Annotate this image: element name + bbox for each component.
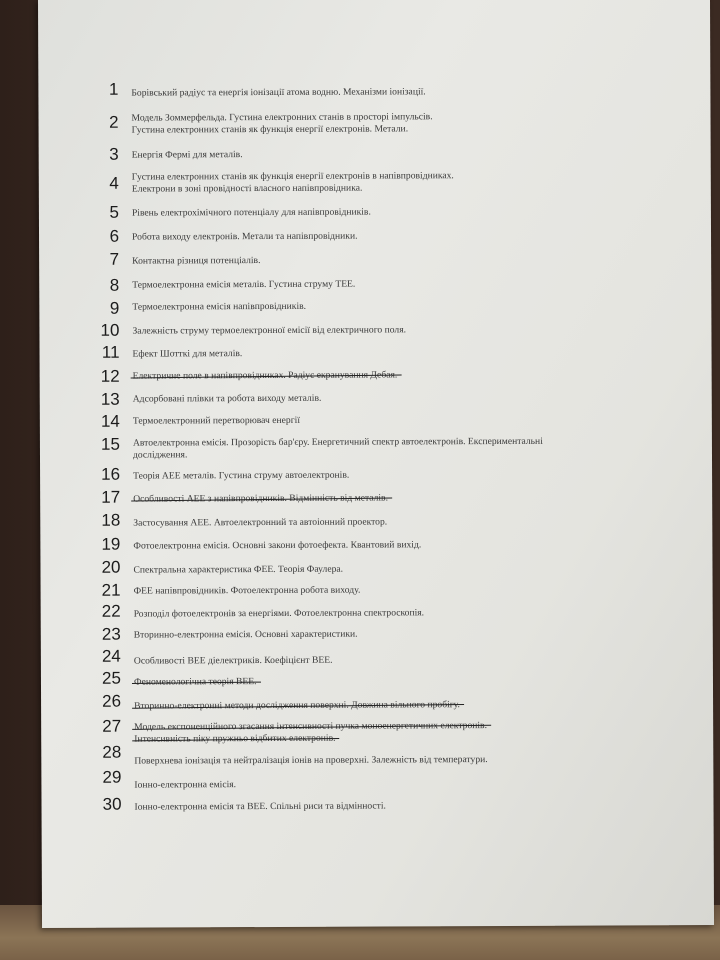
question-number: 6: [109, 226, 120, 246]
question-number: 1: [108, 79, 119, 99]
question-text: [132, 170, 572, 196]
text-line: Борівський радіус та енергія іонізації атома водню. Механізми іонізації.: [131, 86, 426, 99]
text-line: Ефект Шотткі для металів.: [132, 348, 243, 360]
question-text: [131, 111, 571, 137]
text-line: Автоелектронна емісія. Прозорість бар'єру. Енергетичний спектр автоелектронів. Експериментальні: [132, 435, 543, 449]
question-number: 21: [101, 580, 121, 600]
question-text: [131, 86, 571, 100]
question-number: 26: [102, 691, 122, 711]
question-number: 9: [109, 298, 120, 318]
struck-line: Вторинно-електронні методи дослідження поверхні. Довжина вільного пробігу.: [134, 699, 460, 712]
question-text: [133, 516, 573, 530]
text-line: Адсорбовані плівки та робота виходу металів.: [132, 392, 322, 405]
question-text: [133, 539, 573, 553]
question-text: [134, 699, 574, 713]
question-text: [134, 800, 574, 814]
question-number: 14: [100, 411, 120, 431]
text-line: ФЕЕ напівпровідників. Фотоелектронна робота виходу.: [133, 584, 361, 597]
struck-line: Інтенсивність піку пружньо відбитих електронів.: [134, 732, 336, 745]
text-line: Контактна різниця потенціалів.: [132, 255, 261, 267]
question-number: 23: [101, 624, 121, 644]
question-number: 19: [101, 534, 121, 554]
question-number: 12: [100, 366, 120, 386]
question-text: [132, 148, 572, 162]
question-text: [133, 492, 573, 506]
question-text: [132, 230, 572, 244]
question-number: 28: [102, 742, 122, 762]
question-number: 3: [109, 144, 119, 164]
question-number: 17: [101, 487, 121, 507]
question-number: 4: [109, 173, 119, 193]
text-line: Вторинно-електронна емісія. Основні характеристики.: [133, 628, 358, 641]
question-text: [134, 754, 574, 768]
question-number: 24: [101, 646, 121, 666]
question-number: 30: [102, 794, 122, 814]
question-text: [133, 414, 573, 428]
question-number: 27: [102, 716, 122, 736]
text-line: Залежність струму термоелектронної емісії від електричного поля.: [132, 324, 407, 337]
question-number: 2: [109, 112, 119, 132]
text-line: Густина електронних станів як функція енергії електронів в напівпровідниках.: [131, 170, 454, 183]
text-line: Теорія АЕЕ металів. Густина струму автоелектронів.: [133, 469, 350, 482]
question-text: [134, 628, 574, 642]
question-number: 15: [100, 434, 120, 454]
question-text: [134, 607, 574, 621]
question-text: [132, 324, 572, 338]
question-text: [133, 469, 573, 483]
question-text: [133, 347, 573, 361]
text-line: Іонно-електронна емісія.: [134, 779, 237, 791]
text-line: Фотоелектронна емісія. Основні закони фотоефекта. Квантовий вихід.: [133, 539, 422, 552]
text-line: Іонно-електронна емісія та ВЕЕ. Спільні риси та відмінності.: [134, 800, 386, 813]
text-line: Особливості ВЕЕ діелектриків. Коефіцієнт ВЕЕ.: [133, 654, 333, 667]
question-number: 18: [101, 510, 121, 530]
question-number: 25: [101, 668, 122, 688]
struck-line: Особливості АЕЕ з напівпровідників. Відмінність від металів.: [133, 492, 388, 505]
question-text: [133, 392, 573, 406]
text-line: Термоелектронний перетворювач енергії: [132, 414, 301, 427]
text-line: дослідження.: [132, 449, 188, 461]
text-line: Модель Зоммерфельда. Густина електронних станів в просторі імпульсів.: [131, 111, 433, 124]
question-text: [133, 436, 573, 462]
question-text: [134, 584, 574, 598]
text-line: Застосування АЕЕ. Автоелектронний та автоіонний проектор.: [133, 516, 388, 529]
question-number: 5: [109, 202, 119, 222]
question-text: [133, 369, 573, 383]
paper-sheet: [38, 0, 714, 928]
question-number: 7: [109, 249, 120, 269]
text-line: Спектральна характеристика ФЕЕ. Теорія Фаулера.: [133, 563, 344, 576]
question-number: 11: [101, 342, 120, 362]
question-text: [134, 675, 574, 689]
text-line: Електрони в зоні провідності власного напівпровідника.: [131, 182, 363, 195]
question-number: 13: [100, 389, 120, 409]
question-number: 22: [101, 601, 121, 621]
question-number: 10: [100, 320, 120, 340]
question-text: [132, 206, 572, 220]
text-line: Поверхнева іонізація та нейтралізація іонів на проверхні. Залежність від температури.: [134, 754, 488, 767]
question-text: [132, 254, 572, 268]
struck-line: Електричне поле в напівпровідниках. Радіус екранування Дебая.: [132, 369, 398, 382]
text-line: Рівень електрохімічного потенціалу для напівпровідників.: [131, 206, 371, 219]
question-text: [133, 563, 573, 577]
question-number: 8: [109, 275, 120, 295]
struck-line: Модель експоненційного згасання інтенсивності пучка моноенергетичних електронів.: [134, 720, 487, 733]
text-line: Термоелектронна емісія металів. Густина струму ТЕЕ.: [132, 278, 356, 291]
question-text: [134, 720, 574, 746]
struck-line: Феноменологічна теорія ВЕЕ.: [133, 676, 257, 688]
text-line: Термоелектронна емісія напівпровідників.: [132, 300, 307, 313]
text-line: Енергія Фермі для металів.: [131, 149, 243, 161]
text-line: Густина електронних станів як функція енергії електронів. Метали.: [131, 123, 409, 136]
question-text: [132, 300, 572, 314]
question-text: [134, 778, 574, 792]
text-line: Розподіл фотоелектронів за енергіями. Фотоелектронна спектроскопія.: [133, 607, 425, 620]
question-number: 29: [102, 767, 122, 787]
text-line: Робота виходу електронів. Метали та напівпровідники.: [132, 230, 358, 243]
question-number: 16: [101, 464, 121, 484]
question-text: [134, 654, 574, 668]
question-text: [132, 278, 572, 292]
question-number: 20: [101, 557, 121, 577]
